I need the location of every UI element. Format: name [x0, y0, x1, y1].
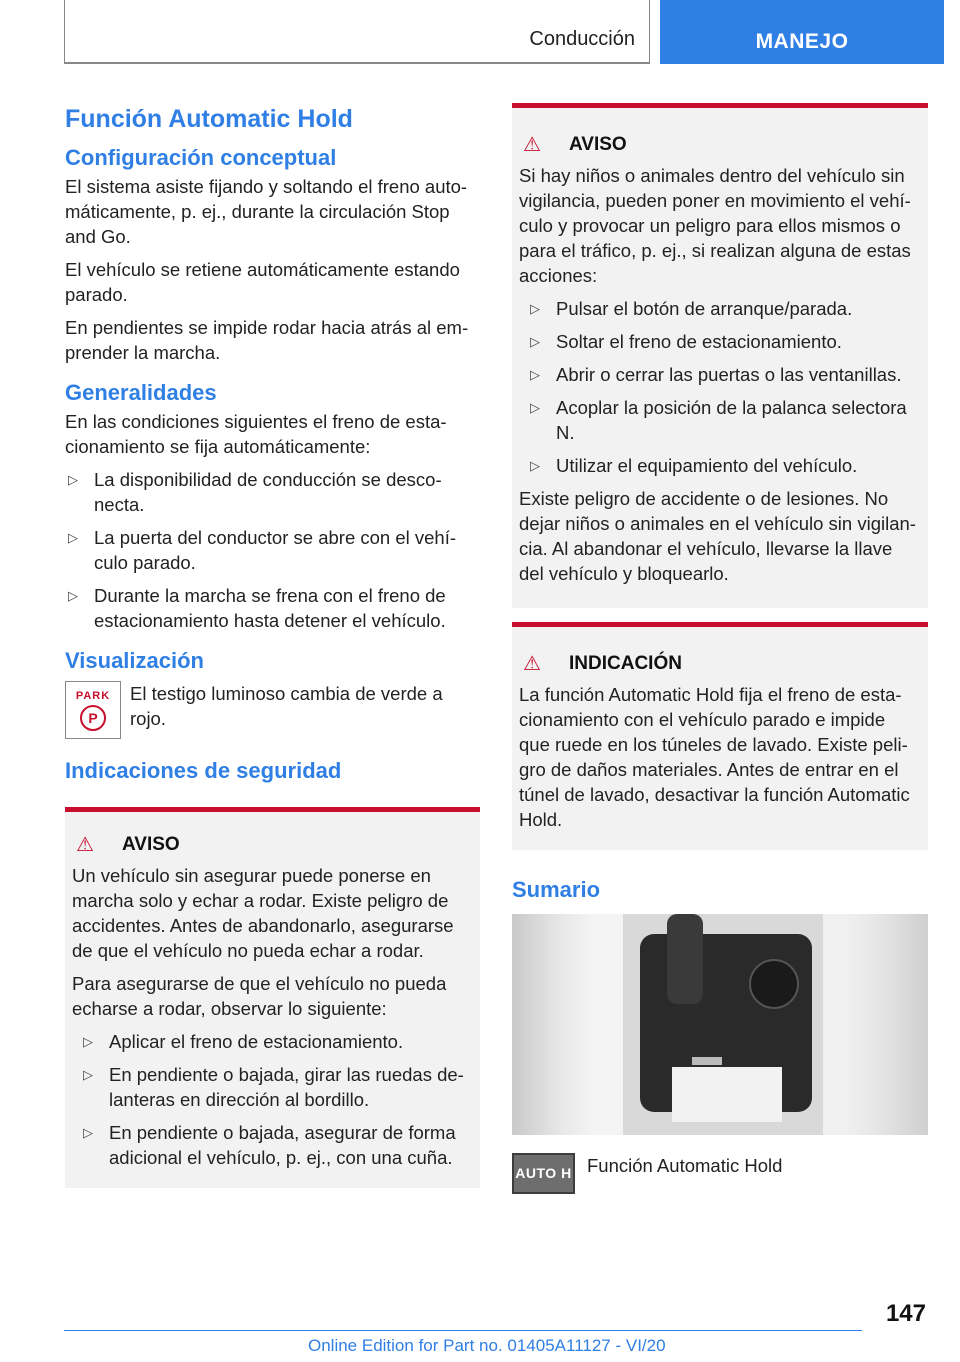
list-item: ▷ En pendiente o bajada, girar las ruedas delanteras en dirección al bordillo.	[83, 1064, 464, 1110]
warning-triangle-icon: ⚠	[523, 653, 541, 675]
footer-edition[interactable]: Online Edition for Part no. 01405A11127 - VI/20	[308, 1336, 666, 1355]
right-column	[512, 103, 928, 1194]
footer-divider	[64, 1330, 862, 1331]
concept-section	[65, 144, 480, 365]
warning-box	[65, 807, 480, 1188]
park-brake-icon: PARK P	[65, 681, 121, 739]
general-intro: En las condiciones siguientes el freno de estacionamiento se fija automáticamente:	[65, 411, 447, 457]
left-column	[65, 100, 480, 1188]
warning-paragraph: Para asegurarse de que el vehículo no pueda echarse a rodar, observar lo siguiente:	[72, 973, 447, 1019]
general-heading: Generalidades	[65, 380, 217, 405]
warning-triangle-icon: ⚠	[523, 134, 541, 156]
warning-box	[512, 103, 928, 608]
general-list	[65, 467, 480, 633]
summary-heading: Sumario	[512, 877, 601, 902]
warning-paragraph: Si hay niños o animales dentro del vehículo sin vigilancia, pueden poner en movimiento el vehículo y provocar un peligro para ellos mismos o para el tráfico, p. ej., si realizan alguna de estas acciones:	[519, 165, 911, 286]
triangle-bullet-icon: ▷	[68, 472, 78, 487]
warning-title: ⚠ AVISO	[76, 833, 180, 856]
triangle-bullet-icon: ▷	[83, 1125, 93, 1140]
triangle-bullet-icon: ▷	[83, 1067, 93, 1082]
concept-heading: Configuración conceptual	[65, 145, 337, 170]
chapter-tab[interactable]: MANEJO	[660, 0, 944, 64]
safety-heading: Indicaciones de seguridad	[65, 758, 342, 783]
warning-title: ⚠ AVISO	[523, 133, 627, 156]
display-row	[65, 681, 480, 739]
page-number: 147	[885, 1300, 926, 1327]
concept-paragraph: En pendientes se impide rodar hacia atrás al emprender la marcha.	[65, 317, 469, 363]
list-item: ▷ Acoplar la posición de la palanca selectora N.	[530, 397, 907, 443]
list-item: ▷ Aplicar el freno de estacionamiento.	[83, 1031, 404, 1052]
note-title: ⚠ INDICACIÓN	[523, 652, 682, 675]
warning-paragraph: Existe peligro de accidente o de lesiones. No dejar niños o animales en el vehículo sin vigilancia. Al abandonar el vehículo, llevarse la llave del vehículo y bloquearlo.	[519, 488, 916, 584]
triangle-bullet-icon: ▷	[83, 1034, 93, 1049]
list-item: ▷ Abrir o cerrar las puertas o las ventanillas.	[530, 364, 902, 385]
display-section	[65, 647, 480, 739]
triangle-bullet-icon: ▷	[68, 588, 78, 603]
warning-triangle-icon: ⚠	[76, 834, 94, 856]
general-section	[65, 379, 480, 633]
warning-paragraph: Un vehículo sin asegurar puede ponerse en marcha solo y echar a rodar. Existe peligro de accidentes. Antes de abandonarlo, asegurarse de que el vehículo no pueda echar a rodar.	[72, 865, 454, 961]
list-item: ▷ Durante la marcha se frena con el freno de estacionamiento hasta detener el vehículo.	[68, 585, 446, 631]
summary-row	[512, 1153, 928, 1194]
list-item: ▷ Soltar el freno de estacionamiento.	[530, 331, 842, 352]
triangle-bullet-icon: ▷	[530, 400, 540, 415]
triangle-bullet-icon: ▷	[530, 334, 540, 349]
concept-paragraph: El vehículo se retiene automáticamente estando parado.	[65, 259, 460, 305]
auto-hold-button-icon: AUTO H	[512, 1153, 575, 1194]
display-text: El testigo luminoso cambia de verde a rojo.	[130, 683, 443, 729]
warning-list	[519, 296, 920, 478]
warning-list	[72, 1029, 472, 1170]
safety-section	[65, 757, 480, 1188]
note-paragraph: La función Automatic Hold fija el freno de estacionamiento con el vehículo parado e impide que ruede en los túneles de lavado. Existe peligro de daños materiales. Antes de entrar en el túnel de lavado, desactivar la función Automatic Hold.	[519, 684, 910, 830]
display-heading: Visualización	[65, 648, 204, 673]
note-box	[512, 622, 928, 850]
center-console-photo	[512, 914, 928, 1135]
page-title: Función Automatic Hold	[65, 105, 353, 133]
triangle-bullet-icon: ▷	[530, 301, 540, 316]
section-title: Conducción	[529, 28, 635, 50]
header-section-box	[64, 0, 650, 64]
list-item: ▷ En pendiente o bajada, asegurar de forma adicional el vehículo, p. ej., con una cuña.	[83, 1122, 456, 1168]
list-item: ▷ Pulsar el botón de arranque/parada.	[530, 298, 853, 319]
concept-paragraph: El sistema asiste fijando y soltando el freno automáticamente, p. ej., durante la circulación Stop and Go.	[65, 176, 468, 247]
list-item: ▷ La disponibilidad de conducción se desconecta.	[68, 469, 442, 515]
triangle-bullet-icon: ▷	[530, 458, 540, 473]
list-item: ▷ La puerta del conductor se abre con el vehículo parado.	[68, 527, 457, 573]
summary-label: Función Automatic Hold	[587, 1155, 783, 1176]
triangle-bullet-icon: ▷	[530, 367, 540, 382]
list-item: ▷ Utilizar el equipamiento del vehículo.	[530, 455, 858, 476]
triangle-bullet-icon: ▷	[68, 530, 78, 545]
